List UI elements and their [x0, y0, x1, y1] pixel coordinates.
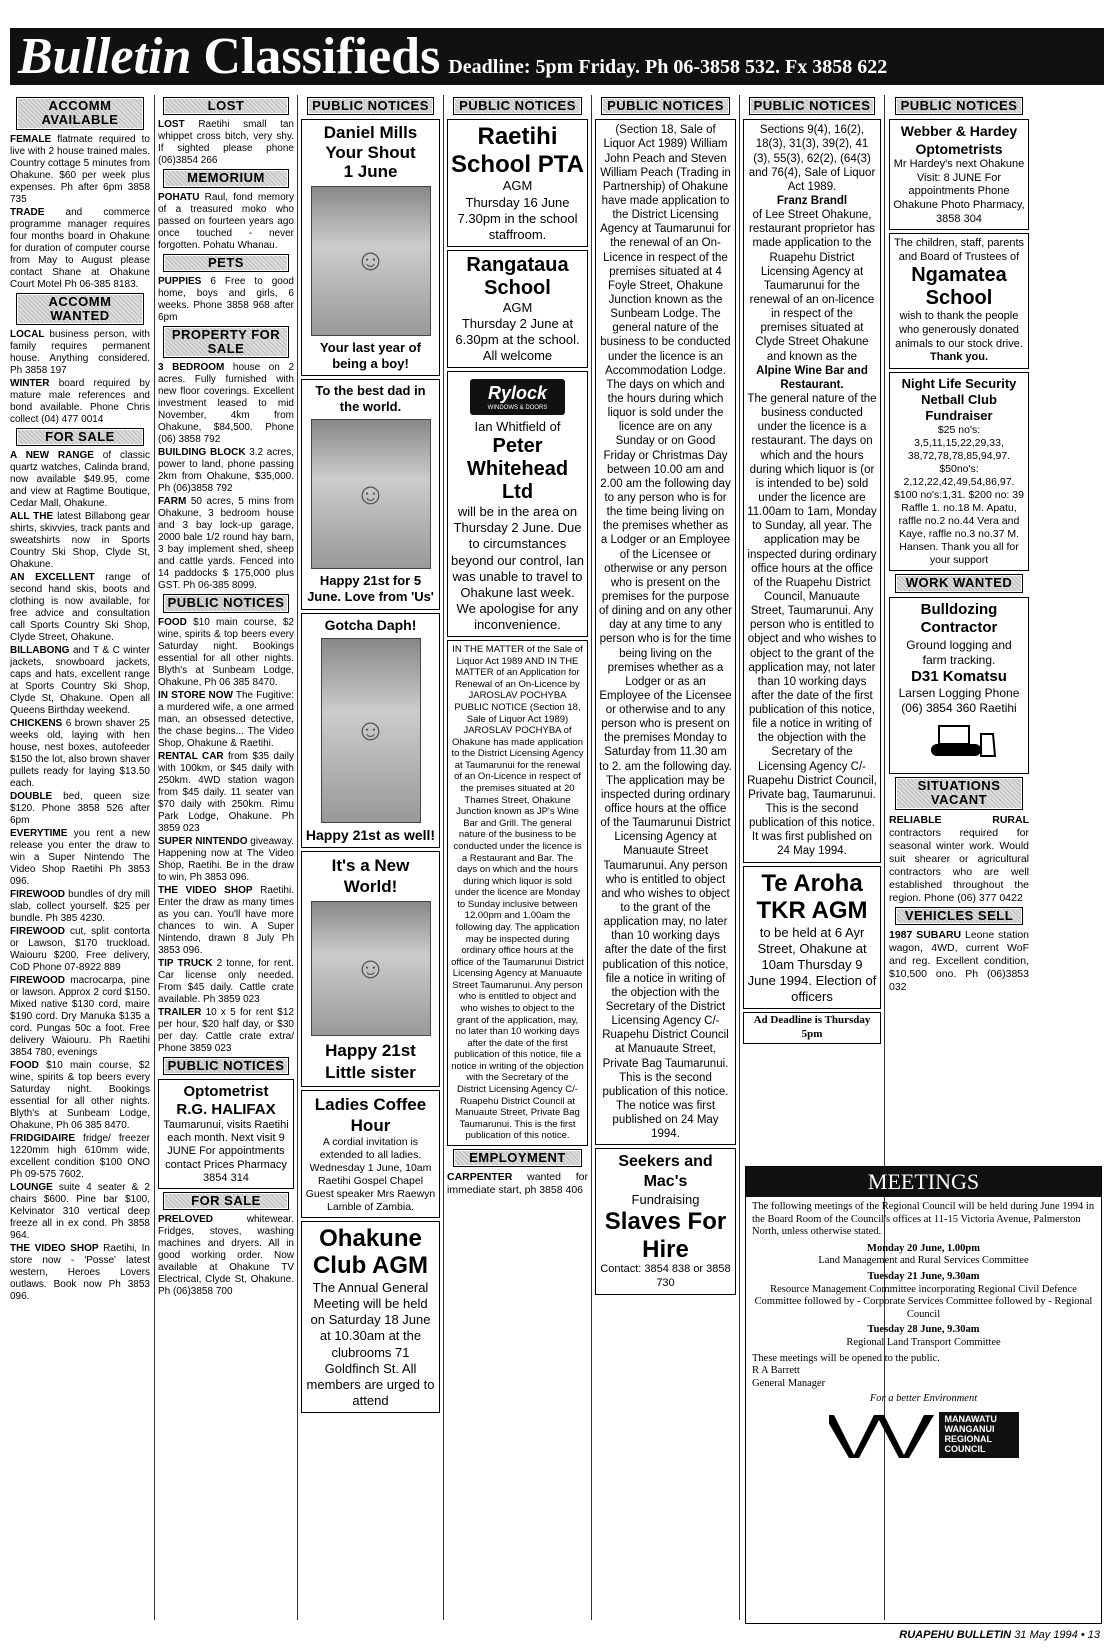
classified-ad: TRADE and commerce programme manager requires four months board in Ohakune for duration of computer course from May to August please contact Shane at Ohakune Court Motel Ph 06-385 8183. [10, 206, 150, 290]
meeting-heading: Tuesday 21 June, 9.30am [867, 1270, 980, 1282]
ad-deadline: Ad Deadline is Thursday 5pm [743, 1012, 881, 1043]
notice-daniel-mills [301, 119, 440, 376]
council-name: MANAWATU WANGANUI REGIONAL COUNCIL [939, 1412, 1019, 1458]
notice-new-world [301, 851, 440, 1086]
notice-best-dad [301, 379, 440, 609]
meeting-body: Land Management and Rural Services Committee [818, 1255, 1029, 1267]
meetings-intro: The following meetings of the Regional Council will be held during June 1994 in the Board Room of the Council's offices at 11-15 Victoria Avenue, Palmerston North, unless otherwise stated. [752, 1201, 1095, 1238]
notice-slaves-for-hire [595, 1148, 736, 1294]
classified-ad: CHICKENS 6 brown shaver 25 weeks old, laying with hen house, nest boxes, autofeeder $150 the lot, also brown shaver pullets ready for laying $13.50 each. [10, 718, 150, 790]
classified-ad: BILLABONG and T & C winter jackets, snowboard jackets, caps and hats, excellent range at Sports Country Ski Shop, Clyde St, Ohakune. Open all Queens Birthday weekend. [10, 645, 150, 717]
classified-ad: SUPER NINTENDO giveaway. Happening now at The Video Shop, Raetihi. Be in the draw to win, Ph 3853 096. [158, 835, 294, 883]
section-header: EMPLOYMENT [453, 1149, 583, 1167]
meetings-note: These meetings will be opened to the public. [752, 1352, 940, 1364]
notice-ohakune-club [301, 1221, 440, 1413]
section-header: ACCOMM AVAILABLE [16, 97, 145, 130]
notice-title: Daniel Mills [323, 123, 418, 143]
meetings-title: MEETINGS [746, 1167, 1101, 1197]
classified-ad: AN EXCELLENT range of second hand skis, boots and clothing is now available, for free advice and consultation call Sports Country Ski Shop, Clyde Street, Ohakune. [10, 572, 150, 644]
classified-ad: EVERYTIME you rent a new release you enter the draw to win a Super Nintendo The Video Shop Raetihi Ph 3853 096. [10, 828, 150, 888]
notice-caption: Happy 21st as well! [305, 826, 436, 843]
notice-peter-whitehead [447, 371, 588, 637]
notice-body: Thursday 16 June 7.30pm in the school staffroom. [457, 194, 578, 242]
classified-carpenter: CARPENTER wanted for immediate start, ph 3858 406 [447, 1171, 588, 1197]
notice-body: of Lee Street Ohakune, restaurant proprietor has made application to the Ruapehu District Licensing Agency at Taumarunui for the renewal of an on-licence in respect of the premises situated at Clyde Street Ohakune and known as the [749, 209, 875, 363]
notice-body: Mr Hardey's next Ohakune Visit: 8 JUNE For appointments Phone Ohakune Photo Pharmacy, 3858 304 [893, 158, 1025, 225]
classified-subaru: 1987 SUBARU Leone station wagon, 4WD, current WoF and reg. Excellent condition, $10,500 ono. Ph (06)3853 032 [889, 928, 1029, 994]
notice-body: A cordial invitation is extended to all ladies. Wednesday 1 June, 10am Raetihi Gospel Chapel Guest speaker Mrs Raewyn Lamble of Zambia. [305, 1135, 436, 1213]
notice-caption: Happy 21st for 5 June. Love from 'Us' [307, 573, 434, 605]
classified-ad: TIP TRUCK 2 tonne, for rent. Car license only needed. From $45 daily. Cattle crate available. Ph 3859 023 [158, 957, 294, 1005]
meetings-box [745, 1166, 1102, 1624]
meetings-signatory-title: General Manager [752, 1377, 826, 1389]
portrait-photo: ☺ [311, 186, 431, 336]
classified-ad: POHATU Raul, fond memory of a treasured moko who passed on fourteen years ago once touched - never forgotten. Pohatu Whanau. [158, 191, 294, 251]
page-footer [899, 1629, 1100, 1641]
classified-ad: BUILDING BLOCK 3.2 acres, power to land, phone passing 2km from Ohakune, $35,000. Ph (06)3858 792 [158, 447, 294, 495]
notice-brandl-liquor [743, 119, 881, 862]
notice-title: Your Shout [325, 142, 416, 162]
notice-caption: Happy 21st Little sister [325, 1041, 416, 1082]
notice-body: Ground logging and farm tracking. [906, 637, 1012, 667]
section-header: MEMORIUM [163, 169, 288, 187]
council-chevron-icon [829, 1410, 939, 1460]
notice-body: The general nature of the business conducted under the licence is a restaurant. The days on which and the hours during which liquor is (or is intended to be) sold under the licence are 11.00am to 1am, Monday to Sunday, all year. The application may be inspected during ordinary office hours at the office of the Ruapehu District Council, Manuaute Street, Taumarunui. Any person who is entitled to object and who wishes to object to the grant of the application may, not later than 10 working days after the date of the first publication of this notice, file a notice in writing of the objection with the Secretary of the Licensing Agency C/- Ruapehu District Council, Private bag, Taumarunui. This is the second publication of this notice. It was first published on 24 May 1994. [747, 392, 877, 858]
child-photo: ☺ [311, 419, 431, 569]
notice-peach-liquor: (Section 18, Sale of Liquor Act 1989) William John Peach and Steven William Peach (Trading in Partnership) of Ohakune have made application to the District Licensing Agency at Taumarunui for the renewal of an On-Licence in respect of the premises situated at 4 Foyle Street, Ohakune Junction known as the Sunbeam Lodge. The general nature of the business to be conducted under the licence is an Accommodation Lodge. The days on which and the hours during which liquor is sold under the licence are on any Sunday or on Good Friday or Christmas Day between 10.00 am and 2.00 am the following day to any person who is for the time being living on the premises whether as a Lodger or an Employee of the Licensee or otherwise or any person who is present on the premises for the purpose of dining and on any other day at any time to any person who is for the time being living on the premises whether as a Lodger or as an Employee of the Licensee or otherwise and to any person who is present on the premises Monday to Saturday from 11.30 am to 2. am the following day. The application may be inspected during ordinary office hours at the office of the Taumarunui District Licensing Agency at Manuaute Street Taumarunui. Any person who is entitled to object and who wishes to object to the grant of the application may, no later than 10 working days after the date of the first publication of this notice, file a notice in writing of the objection with the Secretary of the District Licensing Agency C/- Ruapehu District Council at Manuaute Street, Private Bag Taumarunui. This is the second publication of this notice. The notice was first published on 24 May 1994. [595, 119, 736, 1145]
meetings-signatory: R A Barrett [752, 1365, 800, 1377]
classified-ad: WINTER board required by mature male references and bond available. Phone Chris collect (04) 477 0014 [10, 378, 150, 426]
classified-reliable-rural: RELIABLE RURAL contractors required for seasonal winter work. Would suit shearer or agricultural contractors who are well established throughout the region. Phone (06) 377 0422 [889, 813, 1029, 904]
notice-body: Taumarunui, visits Raetihi each month. Next visit 9 JUNE For appointments contact Prices Pharmacy 3854 314 [163, 1119, 289, 1184]
notice-subtitle: AGM [502, 178, 533, 194]
section-header: ACCOMM WANTED [16, 293, 145, 326]
notice-subtitle: AGM [502, 299, 533, 315]
notice-title: Webber & Hardey Optometrists [900, 123, 1018, 157]
meeting-heading: Tuesday 28 June, 9.30am [867, 1324, 980, 1336]
classified-ad: PRELOVED whitewear. Fridges, stoves, washing machines and dryers. All in good working order. Now available at Ohakune TV Electrical, Clyde St, Ohakune. Ph (06)3858 700 [158, 1214, 294, 1298]
notice-title: Optometrist [183, 1083, 269, 1101]
notice-body: Thursday 2 June at 6.30pm at the school. All welcome [455, 316, 580, 364]
notice-title: Bulldozing Contractor [920, 600, 998, 637]
notice-rangataua [447, 250, 588, 368]
masthead-deadline: Deadline: 5pm Friday. Ph 06-3858 532. Fx 3858 622 [448, 56, 888, 78]
notice-title: Slaves For Hire [604, 1208, 727, 1263]
notice-body: Sections 9(4), 16(2), 18(3), 31(3), 39(2), 41 (3), 55(3), 62(2), (64(3) and 76(4), Sale of Liquor Act 1989. [748, 124, 876, 193]
classified-ad: TRAILER 10 x 5 for rent $12 per hour, $20 half day, or $30 per day. Cattle crate extra/ Phone 3859 023 [158, 1006, 294, 1054]
masthead-title-bulletin: Bulletin [18, 28, 192, 85]
notice-te-aroha [743, 866, 881, 1010]
notice-title: Ladies Coffee Hour [314, 1094, 427, 1135]
notice-netball [889, 372, 1029, 572]
bulldozer-icon [919, 716, 999, 766]
notice-name: Franz Brandl [776, 195, 848, 207]
notice-title: Peter Whitehead Ltd [466, 435, 569, 504]
section-header: VEHICLES SELL [895, 907, 1024, 925]
notice-title: Gotcha Daph! [324, 616, 417, 633]
classified-ad: PUPPIES 6 Free to good home, boys and girls, 6 weeks. Phone 3858 968 after 6pm [158, 275, 294, 323]
section-header: FOR SALE [16, 428, 145, 446]
child-photo: ☺ [321, 638, 421, 823]
masthead-title-classifieds: Classifieds [203, 28, 441, 85]
notice-title: R.G. HALIFAX [176, 1101, 276, 1119]
notice-bulldozing [889, 597, 1029, 774]
notice-title: Ngamatea School [911, 264, 1007, 310]
notice-pochyba-liquor: IN THE MATTER of the Sale of Liquor Act 1989 AND IN THE MATTER of an Application for Renewal of an On-Licence by JAROSLAV POCHYBA PUBLIC NOTICE (Section 18, Sale of Liquor Act 1989) JAROSLAV POCHYBA of Ohakune has made application to the District Licensing Agency at Taumarunui for the renewal of an On-Licence in respect of the premises situated at 20 Thames Street, Ohakune Junction known as JP's Wine Bar and Grill. The general nature of the business to be conducted under the licence is a Restaurant and Bar. The days on which and the hours during which liquor is sold under the licence are Monday to Sunday inclusive between 12.00pm and 1.00am the following day. The application may be inspected during ordinary office hours at the office of the Taumarunui District Licensing Agency at Manuaute Street Taumarunui. Any person who is entitled to object and who wishes to object to the grant of the application, may, no later than 10 working days after the date of the first publication of this notice, file a notice in writing of the objection with the Secretary of the District Licensing Agency C/- Ruapehu District Council at Manuaute Street, Private Bag Taumarunui. This is the first publication of this notice. [447, 640, 588, 1146]
column-5 [595, 95, 736, 1620]
notice-name: Alpine Wine Bar and Restaurant. [756, 364, 868, 391]
notice-contact: Contact: 3854 838 or 3858 730 [600, 1263, 731, 1289]
section-header: PUBLIC NOTICES [453, 97, 583, 115]
section-header: WORK WANTED [895, 574, 1024, 592]
notice-ngamatea [889, 233, 1029, 369]
classified-ad: DOUBLE bed, queen size $120. Phone 3858 526 after 6pm [10, 791, 150, 827]
regional-council-logo [752, 1410, 1095, 1460]
notice-title: Te Aroha TKR AGM [756, 869, 868, 925]
notice-webber-hardey [889, 119, 1029, 230]
footer-date: 31 May 1994 • 13 [1014, 1629, 1100, 1641]
section-header: PUBLIC NOTICES [749, 97, 876, 115]
classified-ad: IN STORE NOW The Fugitive: a murdered wife, a one armed man, an obsessed detective, the chase begins... The Video Shop, Ohakune & Raetihi. [158, 689, 294, 749]
baby-photo: ☺ [311, 901, 431, 1036]
classified-ad: LOUNGE suite 4 seater & 2 chairs $600. Pine bar $100, Kelvinator 310 vertical deep freeze all in ex cond. Ph 3858 964. [10, 1182, 150, 1242]
section-header: PUBLIC NOTICES [307, 97, 435, 115]
notice-body: The Annual General Meeting will be held on Saturday 18 June at 10.30am at the clubrooms 71 Goldfinch St. All members are urged to attend [306, 1280, 435, 1408]
notice-title: Night Life Security Netball Club Fundraiser [901, 375, 1017, 424]
notice-body: $25 no's: 3,5,11,15,22,29,33, 38,72,78,78,85,94,97. $50no's: 2,12,22,42,49,54,86,97. $100 no's:1,31. $200 no: 39 Raffle 1. no.18 M. Apatu, raffle no.2 no.44 Vera and Kaye, raffle no.3 no.37 M. Hansen. Thank you all for your support [894, 424, 1024, 567]
section-header: LOST [163, 97, 288, 115]
classified-ad: RENTAL CAR from $35 daily with 100km, or $45 daily with 250km. 4WD station wagon from $45 daily. 11 seater van $70 daily with 250km. Rimu Park Lodge, Ohakune. Ph 3859 023 [158, 750, 294, 834]
notice-title: 1 June [343, 162, 398, 182]
notice-optometrist [158, 1079, 294, 1189]
notice-subtitle: Fundraising [631, 1192, 700, 1208]
classified-ad: FIREWOOD bundles of dry mill slab, collect yourself. $25 per bundle. Ph 385 4230. [10, 889, 150, 925]
section-header: PUBLIC NOTICES [601, 97, 731, 115]
column-1 [10, 95, 150, 1620]
section-header: FOR SALE [163, 1192, 288, 1210]
notice-ladies-coffee [301, 1090, 440, 1218]
classified-ad: FOOD $10 main course, $2 wine, spirits & top beers every Saturday night. Bookings essential for all other nights. Blyth's at Sunbeam Lodge, Ohakune, Ph 06 385 8470. [158, 616, 294, 688]
meeting-body: Resource Management Committee incorporating Regional Civil Defence Committee followed by - Corporate Services Committee followed by - Regional Council [754, 1283, 1093, 1320]
notice-body: wish to thank the people who generously donated animals to our stock drive. [895, 310, 1023, 350]
column-3 [301, 95, 440, 1620]
classified-ad: ALL THE latest Billabong gear shirts, skivvies, track pants and sweatshirts now in Sports Country Ski Shop, Clyde St, Ohakune. [10, 511, 150, 571]
classified-ad: FOOD $10 main course, $2 wine, spirits & top beers every Saturday night. Bookings essential for all other nights. Blyth's at Sunbeam Lodge, Ohakune, Ph 06 385 8470. [10, 1060, 150, 1132]
classified-ad: FRIDGIDAIRE fridge/ freezer 1220mm high 610mm wide, excellent condition $100 ONO Ph 09-575 7602. [10, 1133, 150, 1181]
notice-thanks: Thank you. [929, 351, 989, 364]
notice-raetihi-pta [447, 119, 588, 247]
section-header: PROPERTY FOR SALE [163, 326, 288, 359]
rylock-logo: Rylock WINDOWS & DOORS [470, 379, 565, 415]
section-header: PUBLIC NOTICES [163, 594, 288, 612]
classified-ad: LOCAL business person, with family requires permanent house. Anything considered. Ph 3858 197 [10, 329, 150, 377]
notice-title: Raetihi School PTA [451, 123, 584, 178]
notice-line: Ian Whitfield of [474, 419, 561, 435]
notice-gotcha-daph [301, 613, 440, 849]
notice-title: Rangataua School [466, 253, 569, 299]
column-4 [447, 95, 588, 1620]
notice-caption: Your last year of being a boy! [320, 339, 421, 372]
notice-title: To the best dad in the world. [315, 383, 426, 415]
classified-ad: FARM 50 acres, 5 mins from Ohakune, 3 bedroom house and 3 bay lock-up garage, 2000 bale 1/2 round hay barn, 3 bay implement shed, sheep and cattle yards. Fenced into 14 paddocks $ 175,000 plus GST. Ph 06-385 8099. [158, 496, 294, 592]
classified-ad: FIREWOOD macrocarpa, pine or lawson. Approx 2 cord $150. Mixed native $130 cord, maire $190 cord. Dry Manuka $135 a cord. Pungas 50c a foot. Free delivery Waiouru. Ph Raetihi 3854 780, evenings [10, 975, 150, 1059]
meetings-tagline: For a better Environment [869, 1393, 978, 1405]
section-header: PUBLIC NOTICES [163, 1057, 288, 1075]
classified-ad: THE VIDEO SHOP Raetihi. Enter the draw as many times as you can. You'll have more chances to win. A Super Nintendo, drawn 8 July Ph 3853 096. [158, 884, 294, 956]
column-2 [158, 95, 294, 1620]
classified-ad: LOST Raetihi small tan whippet cross bitch, very shy. If sighted please phone (06)3854 266 [158, 119, 294, 167]
classified-ad: FEMALE flatmate required to live with 2 house trained males. Country cottage 5 minutes from Ohakune. $60 per week plus expenses. Ph after 6pm 3858 735 [10, 133, 150, 205]
section-header: PETS [163, 254, 288, 272]
notice-title: It's a New World! [331, 856, 410, 897]
notice-title: Ohakune Club AGM [312, 1224, 429, 1280]
meeting-heading: Monday 20 June, 1.00pm [867, 1242, 980, 1254]
footer-paper: RUAPEHU BULLETIN [899, 1629, 1012, 1641]
classified-ad: A NEW RANGE of classic quartz watches, Calinda brand, now available $49.95, come and view at Ragtime Boutique, Cedar Mall, Ohakune. [10, 450, 150, 510]
notice-body: The children, staff, parents and Board of Trustees of [893, 237, 1025, 263]
notice-body: Larsen Logging Phone (06) 3854 360 Raetihi [898, 686, 1020, 716]
classified-ad: THE VIDEO SHOP Raetihi, In store now - 'Posse' latest western, Heroes Lovers outlaws. Book now Ph 3853 096. [10, 1243, 150, 1303]
notice-body: will be in the area on Thursday 2 June. Due to circumstances beyond our control, Ian was unable to travel to Ohakune last week. We apologise for any inconvenience. [451, 504, 584, 632]
notice-title: D31 Komatsu [911, 667, 1007, 685]
masthead [10, 28, 1104, 85]
classified-ad: FIREWOOD cut, split contorta or Lawson, $170 truckload. Waiouru $200. Free delivery, CoD Phone 07-8922 889 [10, 926, 150, 974]
meeting-body: Regional Land Transport Committee [846, 1336, 1001, 1348]
classified-ad: 3 BEDROOM house on 2 acres. Fully furnished with new floor coverings. Excellent investment leased to mid November, 4km from Ohakune, $84,500. Phone (06) 3858 792 [158, 362, 294, 446]
notice-title: Seekers and Mac's [618, 1153, 713, 1191]
notice-body: to be held at 6 Ayr Street, Ohakune at 10am Thursday 9 June 1994. Election of officers [747, 924, 877, 1005]
section-header: PUBLIC NOTICES [895, 97, 1024, 115]
section-header: SITUATIONS VACANT [895, 777, 1024, 810]
